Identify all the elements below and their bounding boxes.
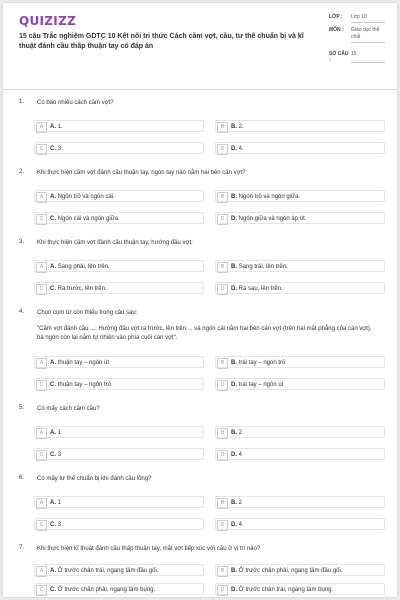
option-c[interactable] bbox=[34, 142, 204, 154]
option-prefix: D. bbox=[231, 286, 237, 292]
option-prefix: C. bbox=[50, 382, 56, 388]
option-c[interactable] bbox=[34, 518, 204, 530]
question-text: Có mấy tư thế chuẩn bị khi đánh cầu lông? bbox=[37, 476, 152, 482]
meta-count bbox=[329, 51, 391, 63]
option-text: thuận tay – ngón trỏ bbox=[57, 382, 112, 388]
option-prefix: D. bbox=[231, 146, 237, 152]
option-text: 4 bbox=[238, 452, 243, 458]
option-text: Ngón trỏ và ngón cái. bbox=[57, 194, 115, 200]
option-letter: B bbox=[217, 428, 228, 439]
option-c[interactable] bbox=[34, 282, 204, 294]
option-prefix: C. bbox=[50, 522, 56, 528]
option-d[interactable] bbox=[215, 282, 385, 294]
header-divider bbox=[3, 89, 397, 90]
option-letter: C bbox=[36, 380, 47, 391]
option-d[interactable] bbox=[215, 142, 385, 154]
question-number: 4. bbox=[19, 309, 25, 315]
meta-count-value: 15 bbox=[351, 51, 385, 63]
option-b[interactable] bbox=[215, 356, 385, 368]
option-a[interactable] bbox=[34, 426, 204, 438]
option-prefix: C. bbox=[50, 216, 56, 222]
option-letter: B bbox=[217, 566, 228, 577]
option-text: Ngón giữa và ngón áp út. bbox=[238, 216, 307, 222]
option-letter: B bbox=[217, 498, 228, 509]
quizizz-logo: QUIZIZZ bbox=[19, 14, 77, 28]
option-letter: C bbox=[36, 214, 47, 225]
option-prefix: A. bbox=[50, 194, 56, 200]
option-letter: D bbox=[217, 144, 228, 155]
option-prefix: A. bbox=[50, 500, 56, 506]
option-d[interactable] bbox=[215, 583, 385, 595]
question-text: Khi thực hiện cầm vợt đánh cầu thuận tay, hướng đầu vợt: bbox=[37, 240, 193, 246]
option-b[interactable] bbox=[215, 564, 385, 576]
option-prefix: A. bbox=[50, 360, 56, 366]
option-b[interactable] bbox=[215, 190, 385, 202]
option-text: Sang phải, lên trên. bbox=[57, 264, 110, 270]
option-letter: A bbox=[36, 498, 47, 509]
question-number: 2. bbox=[19, 169, 25, 175]
option-letter: C bbox=[36, 144, 47, 155]
option-prefix: B. bbox=[231, 500, 237, 506]
option-text: 3. bbox=[57, 146, 63, 152]
option-text: 4 bbox=[238, 522, 243, 528]
question-text: Có bao nhiêu cách cầm vợt? bbox=[37, 100, 114, 106]
option-letter: B bbox=[217, 192, 228, 203]
option-letter: D bbox=[217, 380, 228, 391]
option-text: Ngón trỏ và ngón giữa. bbox=[238, 194, 301, 200]
option-prefix: D. bbox=[231, 452, 237, 458]
option-text: Ở trước chân phải, ngang tầm đầu gối. bbox=[238, 568, 343, 574]
option-c[interactable] bbox=[34, 378, 204, 390]
meta-class bbox=[329, 14, 391, 23]
option-text: 3 bbox=[57, 452, 62, 458]
option-text: trái tay – ngón trỏ bbox=[238, 360, 286, 366]
option-text: Ở trước chân trái, ngang tầm đầu gối. bbox=[57, 568, 159, 574]
worksheet-meta bbox=[329, 14, 391, 67]
option-d[interactable] bbox=[215, 378, 385, 390]
meta-class-label: LỚP : bbox=[329, 14, 343, 20]
option-prefix: C. bbox=[50, 452, 56, 458]
worksheet-header bbox=[3, 3, 397, 78]
option-letter: D bbox=[217, 284, 228, 295]
option-text: 4. bbox=[238, 146, 244, 152]
option-text: 2 bbox=[238, 430, 243, 436]
option-c[interactable] bbox=[34, 212, 204, 224]
option-prefix: B. bbox=[231, 194, 237, 200]
option-a[interactable] bbox=[34, 260, 204, 272]
worksheet-page bbox=[3, 3, 397, 597]
option-letter: D bbox=[217, 214, 228, 225]
option-b[interactable] bbox=[215, 496, 385, 508]
option-b[interactable] bbox=[215, 426, 385, 438]
option-letter: B bbox=[217, 262, 228, 273]
option-prefix: A. bbox=[50, 568, 56, 574]
question-text: Khi thực hiện cầm vợt đánh cầu thuận tay, ngón tay nào nằm hai bên cán vợt? bbox=[37, 170, 246, 176]
option-text: Sang trái, lên trên. bbox=[238, 264, 288, 270]
option-text: Ở trước chân trái, ngang tầm bụng. bbox=[238, 587, 334, 593]
option-letter: B bbox=[217, 358, 228, 369]
meta-subject-value: Giáo dục thể chất bbox=[351, 27, 385, 43]
option-a[interactable] bbox=[34, 356, 204, 368]
option-letter: C bbox=[36, 450, 47, 461]
option-text: 2 bbox=[238, 500, 243, 506]
option-c[interactable] bbox=[34, 583, 204, 595]
question-text: Khi thực hiện kĩ thuật đánh cầu thấp thuận tay, mặt vợt tiếp xúc với cầu ở vị trí nào? bbox=[37, 546, 261, 552]
meta-class-value: Lớp 10 bbox=[351, 14, 385, 23]
option-prefix: B. bbox=[231, 264, 237, 270]
option-text: trái tay – ngón út bbox=[238, 382, 284, 388]
option-letter: D bbox=[217, 520, 228, 531]
option-prefix: A. bbox=[50, 124, 56, 130]
option-prefix: D. bbox=[231, 587, 237, 593]
option-letter: A bbox=[36, 122, 47, 133]
option-prefix: B. bbox=[231, 360, 237, 366]
question-number: 1. bbox=[19, 99, 25, 105]
option-letter: D bbox=[217, 585, 228, 596]
option-letter: A bbox=[36, 262, 47, 273]
question-number: 6. bbox=[19, 475, 25, 481]
option-b[interactable] bbox=[215, 120, 385, 132]
question-quote: "Cầm vợt đánh cầu ...: Hướng đầu vợt ra trước, lên trên; .. và ngón cái nằm hai bên cán vợt (trên hai mặt phẳng của cán vợt), ba ngón còn lại nắm tự nhiên vào phía cuối cán vợt". bbox=[37, 326, 372, 341]
option-text: Ở trước chân phải, ngang tầm bụng. bbox=[57, 587, 156, 593]
option-prefix: A. bbox=[50, 264, 56, 270]
option-c[interactable] bbox=[34, 448, 204, 460]
option-letter: D bbox=[217, 450, 228, 461]
option-text: 1 bbox=[57, 430, 62, 436]
meta-subject bbox=[329, 27, 391, 43]
option-prefix: D. bbox=[231, 522, 237, 528]
option-b[interactable] bbox=[215, 260, 385, 272]
option-prefix: B. bbox=[231, 568, 237, 574]
option-letter: C bbox=[36, 520, 47, 531]
question-number: 5. bbox=[19, 405, 25, 411]
option-letter: A bbox=[36, 358, 47, 369]
option-letter: B bbox=[217, 122, 228, 133]
option-d[interactable] bbox=[215, 448, 385, 460]
option-a[interactable] bbox=[34, 120, 204, 132]
option-a[interactable] bbox=[34, 564, 204, 576]
option-a[interactable] bbox=[34, 190, 204, 202]
option-text: 1. bbox=[57, 124, 63, 130]
option-letter: A bbox=[36, 566, 47, 577]
option-prefix: C. bbox=[50, 146, 56, 152]
meta-count-label: SỐ CÂU : bbox=[329, 51, 349, 63]
worksheet-title: 15 câu Trắc nghiệm GDTC 10 Kết nối tri thức Cách cầm vợt, cầu, tư thế chuẩn bị và kĩ thuật đánh cầu thấp thuận tay có đáp án bbox=[19, 33, 304, 50]
option-prefix: D. bbox=[231, 216, 237, 222]
option-d[interactable] bbox=[215, 518, 385, 530]
option-prefix: C. bbox=[50, 286, 56, 292]
option-prefix: D. bbox=[231, 382, 237, 388]
question-text: Chọn cụm từ còn thiếu trong câu sau: bbox=[37, 310, 138, 316]
question-text: Có mấy cách cầm cầu? bbox=[37, 406, 100, 412]
meta-subject-label: MÔN : bbox=[329, 27, 344, 33]
option-text: 1 bbox=[57, 500, 62, 506]
option-letter: C bbox=[36, 585, 47, 596]
option-text: Ngón cái và ngón giữa. bbox=[57, 216, 120, 222]
option-text: 2. bbox=[238, 124, 244, 130]
question-number: 7. bbox=[19, 545, 25, 551]
option-letter: A bbox=[36, 192, 47, 203]
question-number: 3. bbox=[19, 239, 25, 245]
option-prefix: A. bbox=[50, 430, 56, 436]
option-text: thuận tay – ngón út bbox=[57, 360, 110, 366]
option-prefix: C. bbox=[50, 587, 56, 593]
option-d[interactable] bbox=[215, 212, 385, 224]
option-text: Ra sau, lên trên. bbox=[238, 286, 283, 292]
option-letter: A bbox=[36, 428, 47, 439]
option-letter: C bbox=[36, 284, 47, 295]
option-prefix: B. bbox=[231, 430, 237, 436]
option-text: Ra trước, lên trên. bbox=[57, 286, 107, 292]
option-text: 3 bbox=[57, 522, 62, 528]
option-a[interactable] bbox=[34, 496, 204, 508]
option-prefix: B. bbox=[231, 124, 237, 130]
